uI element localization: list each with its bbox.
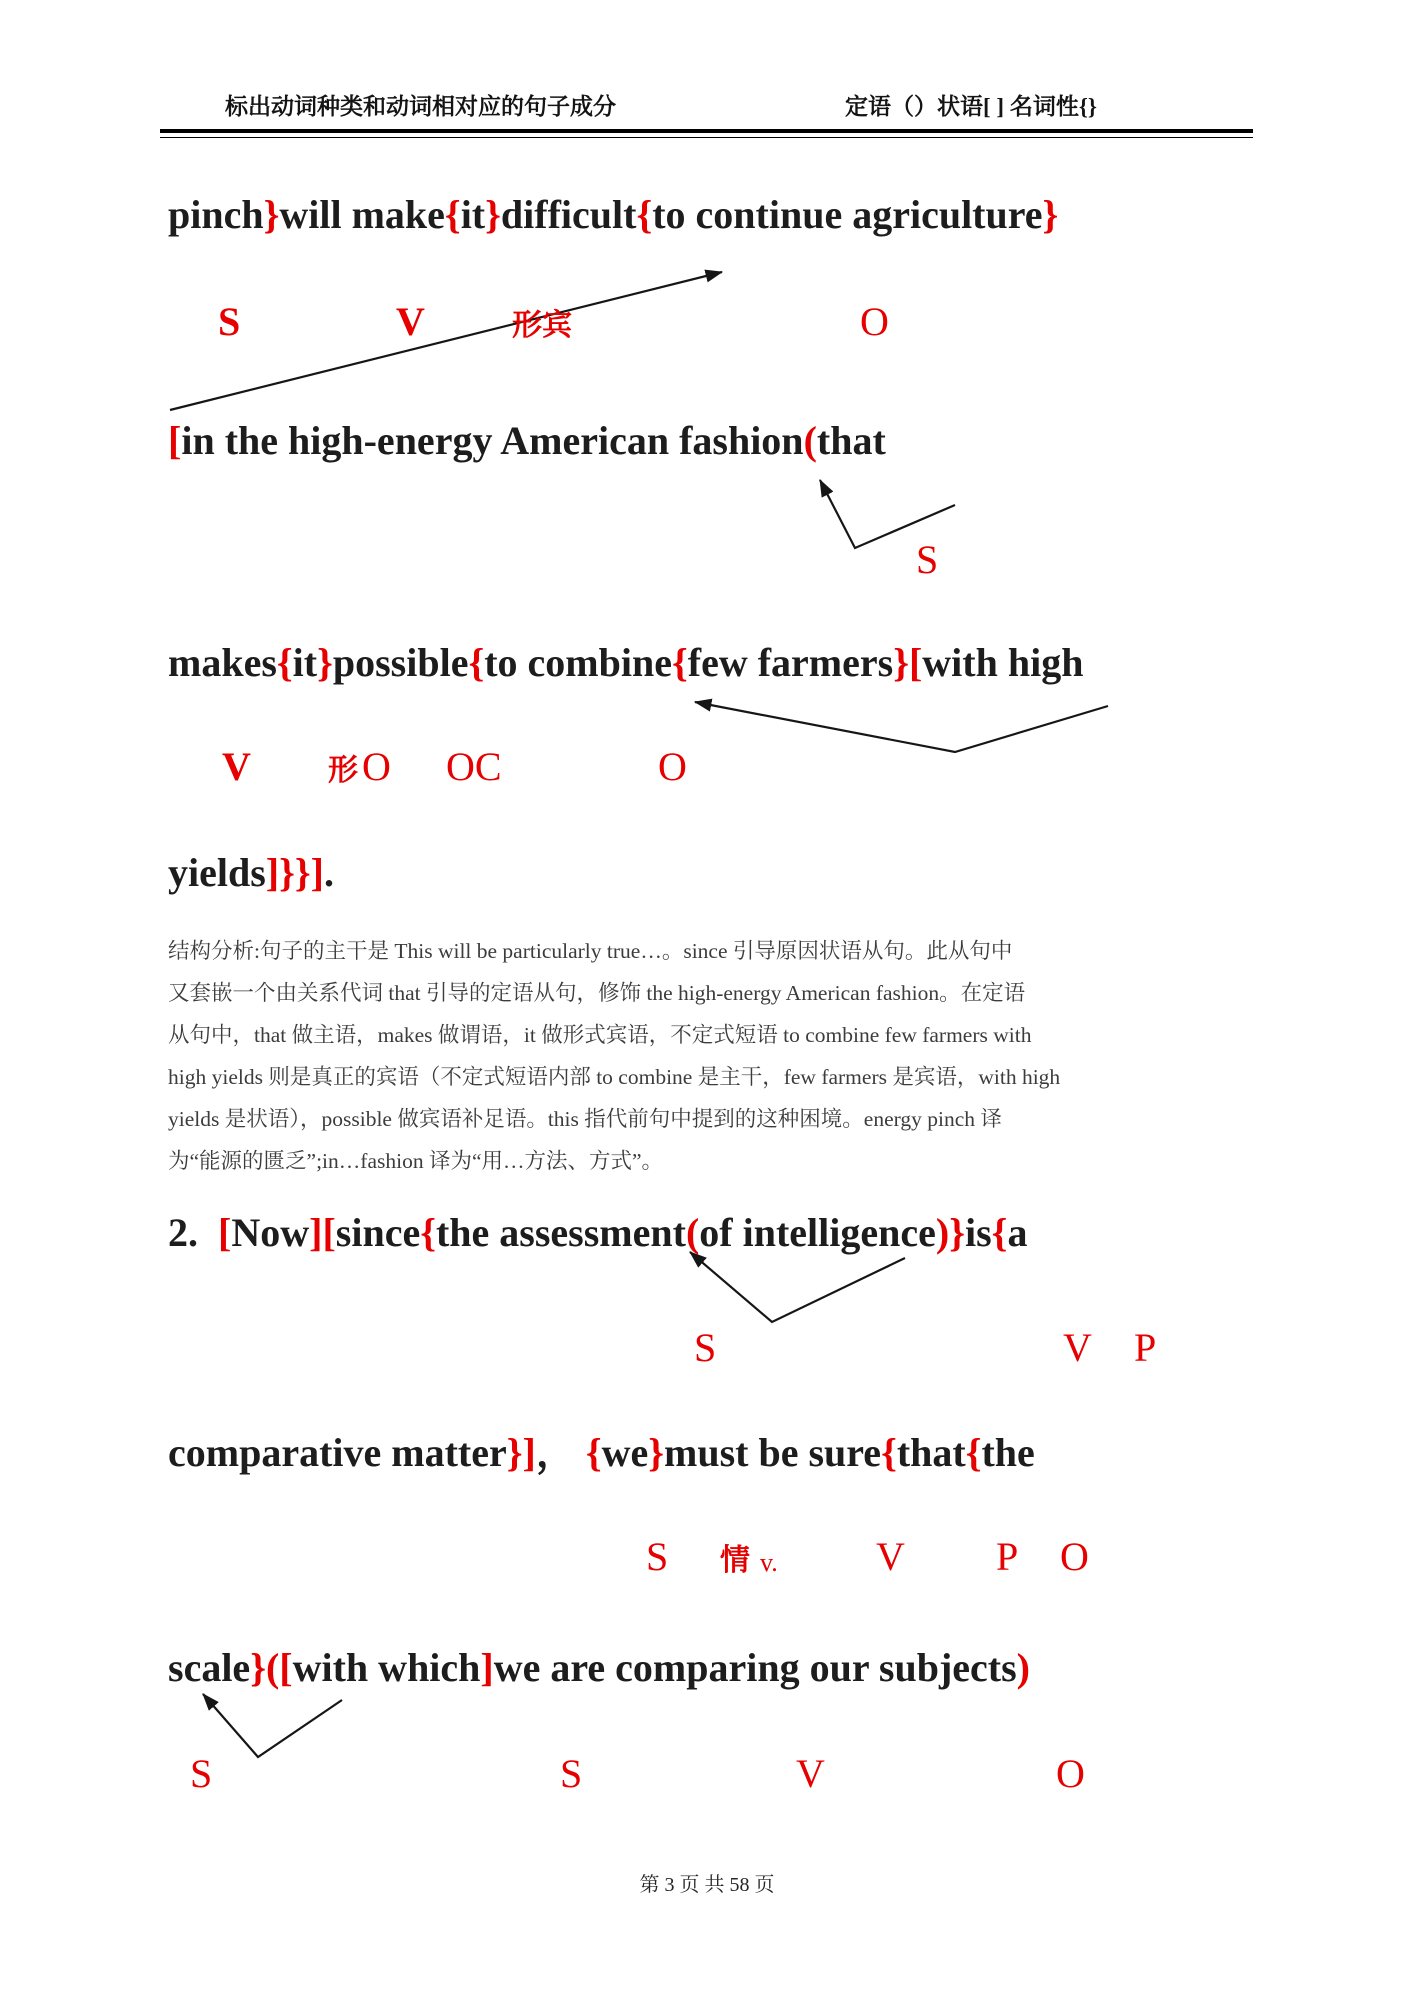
red-bracket: (	[803, 418, 817, 463]
grammar-label: S	[916, 537, 939, 582]
analysis-line: yields 是状语），possible 做宾语补足语。this 指代前句中提到的这种困境。energy pinch 译	[168, 1107, 1002, 1131]
sentence-text: in the high-energy American fashion	[181, 418, 804, 463]
grammar-label: O	[1060, 1534, 1089, 1579]
sentence-text: to continue agriculture	[652, 192, 1043, 237]
grammar-label: O	[658, 744, 687, 789]
sentence-text: the assessment	[435, 1210, 686, 1255]
sentence-text: of intelligence	[699, 1210, 936, 1255]
sentence2-line3	[168, 1645, 1030, 1691]
sentence2-line2	[168, 1430, 1035, 1476]
red-bracket: {	[420, 1210, 436, 1255]
sentence-text: 2.	[168, 1210, 218, 1255]
red-bracket: ]}}]	[265, 850, 324, 895]
sentence1-line4	[168, 850, 334, 896]
grammar-label: V	[876, 1534, 905, 1579]
header-bracket-legend: 定语（）状语[ ] 名词性{}	[845, 94, 1097, 119]
red-bracket: {	[444, 192, 461, 237]
arrow-scale-icon	[203, 1694, 342, 1757]
red-bracket: [	[218, 1210, 232, 1255]
grammar-label: S	[218, 299, 241, 344]
sentence-text: will make	[279, 192, 445, 237]
sentence-text: pinch	[168, 192, 264, 237]
sentence1-labels-row1	[0, 300, 1414, 356]
red-bracket: ]	[480, 1645, 494, 1690]
analysis-line: high yields 则是真正的宾语（不定式短语内部 to combine 是主干，few farmers 是宾语，with high	[168, 1065, 1061, 1089]
sentence-text: possible	[332, 640, 469, 685]
grammar-label: 形	[328, 754, 358, 787]
red-bracket: {	[672, 640, 688, 685]
sentence-text: few farmers	[687, 640, 894, 685]
sentence-text: yields	[168, 850, 266, 895]
sentence-text: that	[816, 418, 886, 463]
sentence-text: that	[896, 1430, 966, 1475]
sentence1-line1	[168, 192, 1058, 238]
red-bracket: {	[991, 1210, 1008, 1255]
red-bracket: (	[265, 1645, 280, 1690]
sentence-text: it	[460, 192, 486, 237]
sentence-text: scale	[168, 1645, 251, 1690]
grammar-label: S	[190, 1751, 213, 1796]
grammar-label: V	[222, 744, 251, 789]
red-bracket: }	[485, 192, 501, 237]
page-number: 第 3 页 共 58 页	[639, 1874, 775, 1896]
sentence-text: makes	[168, 640, 277, 685]
grammar-label: 情	[720, 1544, 750, 1577]
sentence-text: since	[335, 1210, 421, 1255]
grammar-label: S	[560, 1751, 583, 1796]
sentence-text: we are comparing our subjects	[493, 1645, 1017, 1690]
sentence-text: the	[981, 1430, 1035, 1475]
red-bracket: ]	[309, 1210, 323, 1255]
sentence1-labels-row2	[0, 538, 1414, 594]
sentence-text: with high	[922, 640, 1084, 685]
sentence-text: is	[964, 1210, 992, 1255]
red-bracket: {	[468, 640, 485, 685]
grammar-label: S	[694, 1325, 717, 1370]
sentence-text: a	[1007, 1210, 1028, 1255]
grammar-label: P	[1134, 1325, 1157, 1370]
analysis-line: 从句中，that 做主语，makes 做谓语，it 做形式宾语，不定式短语 to combine few farmers with	[168, 1023, 1032, 1047]
sentence2-line1	[168, 1210, 1027, 1256]
red-bracket: }	[648, 1430, 664, 1475]
red-bracket: {	[965, 1430, 982, 1475]
red-bracket: }	[263, 192, 280, 237]
red-bracket: }]	[506, 1430, 536, 1475]
red-bracket: (	[685, 1210, 700, 1255]
sentence-text: difficult	[500, 192, 637, 237]
red-bracket: [	[279, 1645, 293, 1690]
red-bracket: )}	[935, 1210, 965, 1255]
structure-analysis-paragraph	[168, 930, 1260, 1182]
red-bracket: }	[893, 640, 909, 685]
grammar-label: S	[646, 1534, 669, 1579]
sentence-text: with which	[292, 1645, 481, 1690]
grammar-label: V	[1063, 1325, 1092, 1370]
grammar-label: O	[860, 299, 889, 344]
sentence2-labels-row2	[0, 1535, 1414, 1591]
sentence-text: it	[292, 640, 318, 685]
grammar-label: V	[796, 1751, 825, 1796]
red-bracket: {	[636, 192, 653, 237]
sentence1-line2	[168, 418, 886, 464]
grammar-label: OC	[446, 744, 502, 789]
red-bracket: [	[168, 418, 182, 463]
red-bracket: [	[322, 1210, 336, 1255]
red-bracket: {	[585, 1430, 602, 1475]
analysis-line: 结构分析:句子的主干是 This will be particularly true…。since 引导原因状语从句。此从句中	[168, 939, 1013, 963]
arrow-assessment-icon	[690, 1252, 905, 1322]
sentence-text: ，	[535, 1430, 586, 1475]
analysis-line: 又套嵌一个由关系代词 that 引导的定语从句，修饰 the high-energy American fashion。在定语	[168, 981, 1026, 1005]
sentence-text: to combine	[484, 640, 672, 685]
grammar-label: O	[362, 744, 391, 789]
sentence2-labels-row3	[0, 1752, 1414, 1808]
red-bracket: }	[317, 640, 333, 685]
grammar-label: v.	[760, 1548, 778, 1577]
sentence-text: we	[601, 1430, 649, 1475]
sentence1-line3	[168, 640, 1083, 686]
header-left-title: 标出动词种类和动词相对应的句子成分	[225, 94, 616, 119]
red-bracket: {	[881, 1430, 897, 1475]
sentence-text: must be sure	[664, 1430, 882, 1475]
sentence-text: comparative matter	[168, 1430, 507, 1475]
red-bracket: )	[1016, 1645, 1030, 1690]
grammar-label: O	[1056, 1751, 1085, 1796]
grammar-label: V	[396, 299, 425, 344]
sentence-text: Now	[231, 1210, 310, 1255]
red-bracket: [	[908, 640, 923, 685]
analysis-line: 为“能源的匮乏”;in…fashion 译为“用…方法、方式”。	[168, 1149, 664, 1173]
sentence-text: .	[323, 850, 334, 895]
red-bracket: {	[276, 640, 293, 685]
grammar-label: 形宾	[512, 309, 572, 342]
header-rule	[160, 129, 1253, 138]
red-bracket: }	[250, 1645, 266, 1690]
sentence2-labels-row1	[0, 1326, 1414, 1382]
red-bracket: }	[1042, 192, 1059, 237]
sentence1-labels-row3	[0, 745, 1414, 801]
grammar-label: P	[996, 1534, 1019, 1579]
